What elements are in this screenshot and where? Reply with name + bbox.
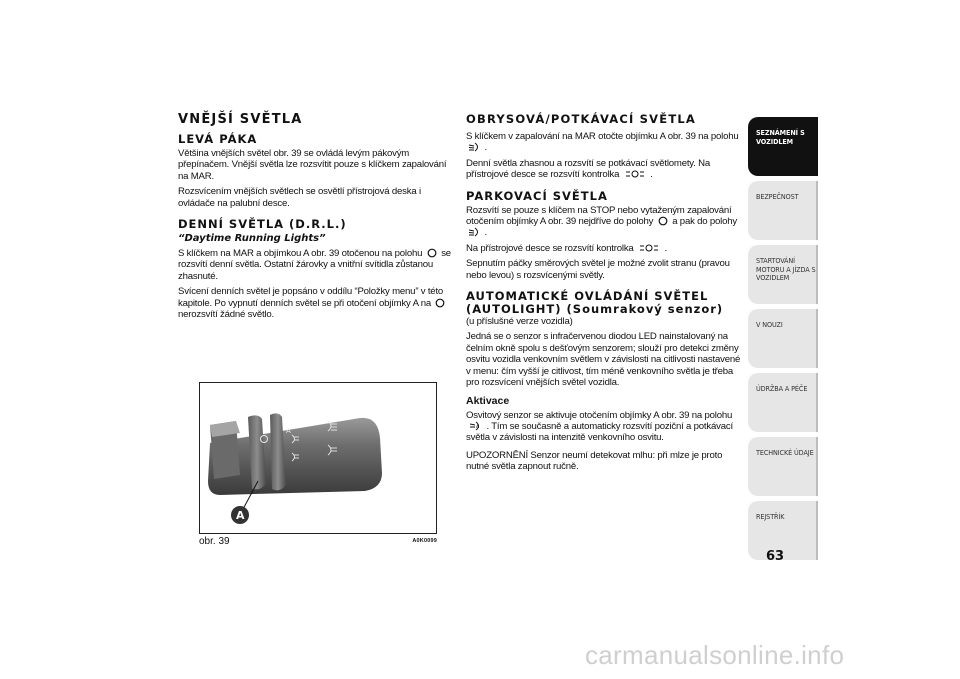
side-lights-icon: [624, 169, 646, 179]
circle-off-icon: [658, 216, 668, 226]
page-number: 63: [766, 549, 785, 564]
auto-light-icon: [468, 421, 482, 431]
paragraph: S klíčkem v zapalování na MAR otočte objímku A obr. 39 na polohu .: [466, 131, 739, 154]
chapter-tabs: [748, 117, 818, 565]
paragraph-note: (u příslušné verze vozidla): [466, 316, 573, 328]
paragraph: Jedná se o senzor s infračervenou diodou LED nainstalovaný na čelním okně spolu s dešťovým senzorem; slouží pro detekci změny osvitu vozidla venkovním světlem v závislosti na citlivosti nastavené v menu: čím vyšší je citlivost, tím méně venkovního světla je třeba pro rozsvícení vnějších světel vozidla.: [466, 331, 741, 389]
tab-udrzba-a-pece[interactable]: ÚDRŽBA A PÉČE: [748, 373, 818, 432]
side-lights-icon: [638, 243, 660, 253]
figure-39: [199, 382, 437, 534]
paragraph: Sepnutím páčky směrových světel je možné zvolit stranu (pravou nebo levou) s rozsvícenými světly.: [466, 258, 730, 281]
paragraph: S klíčkem na MAR a objímkou A obr. 39 otočenou na polohu se rozsvítí denní světla. Ostatní žárovky a vnitřní svítidla zůstanou zhasnuté.: [178, 248, 451, 282]
heading-activation: Aktivace: [466, 394, 510, 407]
paragraph: Rozsvícením vnějších světlech se osvětlí přístrojová deska i ovládače na palubní desce.: [178, 186, 421, 209]
paragraph: Svícení denních světel je popsáno v oddílu “Položky menu” v této kapitole. Po vypnutí denních světel se při otočení objímky A na nerozsvítí žádné světlo.: [178, 286, 454, 320]
low-beam-icon: [468, 227, 480, 237]
lever-illustration: [200, 383, 436, 533]
low-beam-icon: [468, 142, 480, 152]
figure-label-A: A: [236, 509, 245, 522]
right-column: [466, 112, 742, 477]
subheading-drl: “Daytime Running Lights”: [178, 233, 326, 245]
heading-position-low-beam: OBRYSOVÁ/POTKÁVACÍ SVĚTLA: [466, 112, 696, 126]
paragraph-warning: UPOZORNĚNÍ Senzor neumí detekovat mlhu: při mlze je proto nutné světla zapnout ručně.: [466, 449, 723, 473]
tab-seznameni-s-vozidlem[interactable]: SEZNÁMENÍ S VOZIDLEM: [748, 117, 818, 176]
tab-technicke-udaje[interactable]: TECHNICKÉ ÚDAJE: [748, 437, 818, 496]
paragraph: Denní světla zhasnou a rozsvítí se potkávací světlomety. Na přístrojové desce se rozsvítí kontrolka .: [466, 157, 710, 181]
tab-v-nouzi[interactable]: V NOUZI: [748, 309, 818, 368]
heading-autolight: AUTOMATICKÉ OVLÁDÁNÍ SVĚTEL (AUTOLIGHT) (Soumrakový senzor): [466, 289, 724, 317]
paragraph: Většina vnějších světel obr. 39 se ovládá levým pákovým přepínačem. Vnější světla lze rozsvítit pouze s klíčkem zapalování na MAR.: [178, 148, 447, 182]
section-title-exterior-lights: VNĚJŠÍ SVĚTLA: [178, 112, 303, 127]
tab-bezpecnost[interactable]: BEZPEČNOST: [748, 181, 818, 240]
figure-number: obr. 39: [199, 536, 230, 547]
paragraph: Rozsvítí se pouze s klíčem na STOP nebo vytaženým zapalování otočením objímky A obr. 39 nejdříve do polohy a pak do polohy .: [466, 204, 737, 239]
svg-text:A: A: [476, 424, 479, 430]
heading-left-lever: LEVÁ PÁKA: [178, 132, 258, 146]
paragraph: Osvitový senzor se aktivuje otočením objímky A obr. 39 na polohu A . Tím se současně a automaticky rozsvítí poziční a potkávací světla v závislosti na intenzitě venkovního osvitu.: [466, 409, 733, 444]
circle-off-icon: [427, 248, 437, 258]
watermark: carmanualsonline.info: [585, 640, 845, 670]
tab-rejstrik[interactable]: REJSTŘÍK: [748, 501, 818, 560]
heading-drl: DENNÍ SVĚTLA (D.R.L.): [178, 217, 347, 232]
left-column: [178, 112, 454, 324]
figure-code: A0K0099: [412, 538, 437, 544]
paragraph: Na přístrojové desce se rozsvítí kontrolka .: [466, 242, 667, 254]
circle-off-icon: [435, 298, 445, 308]
tab-startovani[interactable]: STARTOVÁNÍ MOTORU A JÍZDA S VOZIDLEM: [748, 245, 818, 304]
svg-text:A: A: [286, 427, 291, 435]
heading-parking-lights: PARKOVACÍ SVĚTLA: [466, 188, 608, 203]
figure-caption: [199, 536, 437, 550]
